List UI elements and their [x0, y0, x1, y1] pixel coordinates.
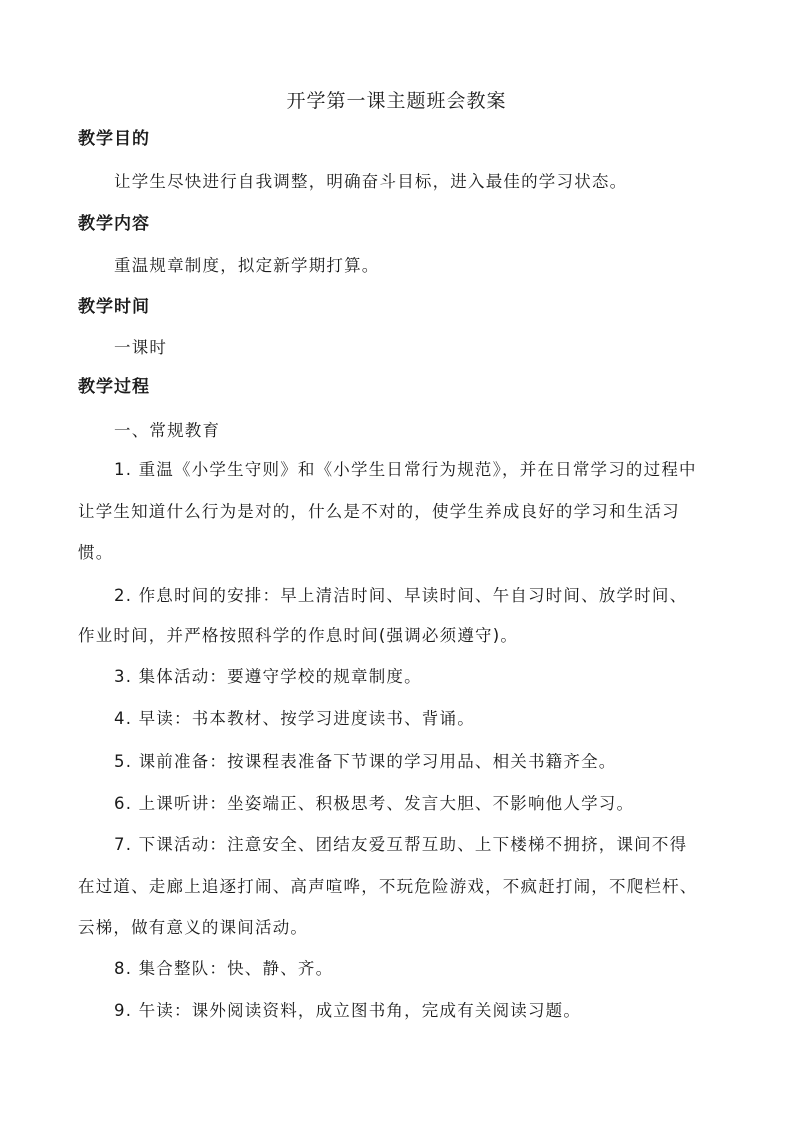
list-item-1-line-1: 1. 重温《小学生守则》和《小学生日常行为规范》，并在日常学习的过程中 [114, 460, 697, 479]
list-item-2-line-1: 2. 作息时间的安排：早上清洁时间、早读时间、午自习时间、放学时间、 [114, 586, 688, 605]
list-item-7-line-2: 在过道、走廊上追逐打闹、高声喧哗，不玩危险游戏，不疯赶打闹，不爬栏杆、 [78, 877, 698, 896]
list-item-2-line-2: 作业时间，并严格按照科学的作息时间(强调必须遵守)。 [78, 626, 519, 645]
list-item-7-line-1: 7. 下课活动：注意安全、团结友爱互帮互助、上下楼梯不拥挤，课间不得 [114, 835, 688, 854]
list-item-6: 6. 上课听讲：坐姿端正、积极思考、发言大胆、不影响他人学习。 [114, 794, 635, 813]
section-heading-process: 教学过程 [78, 377, 150, 397]
section-body-purpose: 让学生尽快进行自我调整，明确奋斗目标，进入最佳的学习状态。 [114, 172, 628, 191]
section-heading-content: 教学内容 [78, 214, 150, 234]
section-body-time: 一课时 [114, 338, 168, 357]
list-item-1-line-2: 让学生知道什么行为是对的，什么是不对的，使学生养成良好的学习和生活习 [78, 502, 680, 521]
list-item-3: 3. 集体活动：要遵守学校的规章制度。 [114, 667, 422, 686]
list-item-7-line-3: 云梯，做有意义的课间活动。 [78, 918, 309, 937]
section-heading-purpose: 教学目的 [78, 129, 150, 149]
document-title: 开学第一课主题班会教案 [286, 90, 507, 112]
section-heading-time: 教学时间 [78, 297, 150, 317]
list-item-4: 4. 早读：书本教材、按学习进度读书、背诵。 [114, 709, 475, 728]
list-item-1-line-3: 惯。 [78, 543, 114, 562]
list-item-5: 5. 课前准备：按课程表准备下节课的学习用品、相关书籍齐全。 [114, 752, 617, 771]
list-item-9: 9. 午读：课外阅读资料，成立图书角，完成有关阅读习题。 [114, 1001, 582, 1020]
section-body-process: 一、常规教育 [114, 421, 221, 440]
section-body-content: 重温规章制度，拟定新学期打算。 [114, 256, 380, 275]
list-item-8: 8. 集合整队：快、静、齐。 [114, 959, 334, 978]
